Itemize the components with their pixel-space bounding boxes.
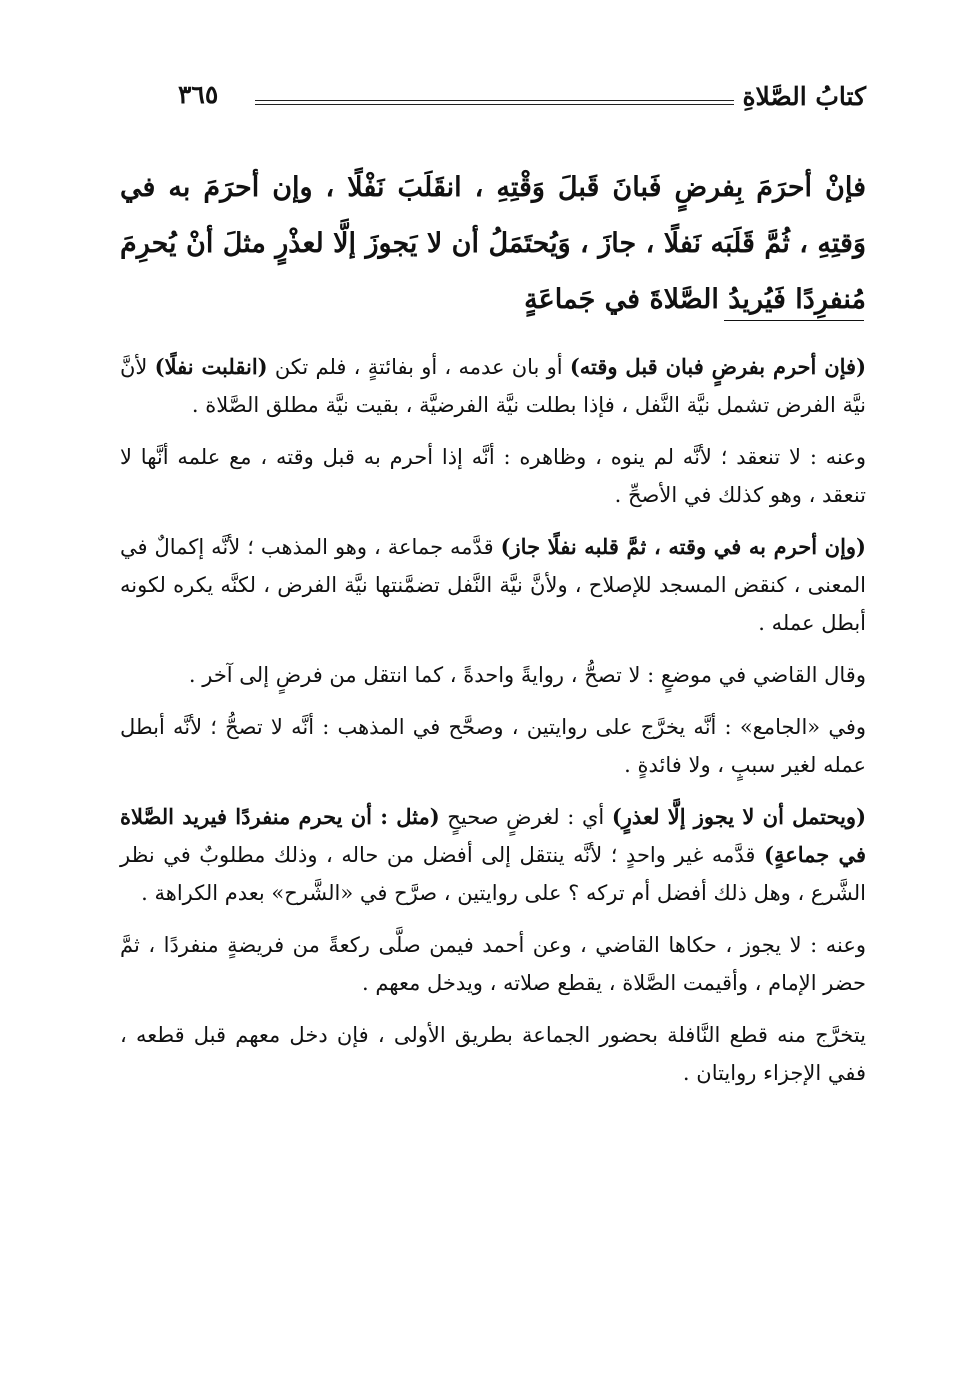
quoted-matn: (ويحتمل أن لا يجوز إلَّا لعذرٍ) [611, 804, 866, 829]
commentary-paragraph [120, 348, 866, 424]
commentary-paragraph [120, 708, 866, 784]
quoted-matn: (مثل : أن يحرم منفردًا فيريد الصَّلاة في جماعةٍ) [120, 804, 866, 867]
commentary-text: أو بان عدمه ، أو بفائتةٍ ، فلم تكن [267, 355, 570, 379]
commentary-paragraph [120, 1016, 866, 1092]
commentary-paragraph [120, 528, 866, 642]
commentary-paragraph [120, 438, 866, 514]
matn-divider-rule [724, 320, 864, 321]
commentary [120, 348, 866, 1106]
quoted-matn: (وإن أحرم به في وقته ، ثمَّ قلبه نفلًا جاز) [500, 534, 866, 559]
running-head: كتابُ الصَّلاةِ [742, 82, 866, 111]
quoted-matn: (انقلبت نفلًا) [154, 354, 268, 379]
commentary-text: لأنَّ نيَّة الفرض تشمل نيَّة النَّفل ، فإذا بطلت نيَّة الفرضيَّة ، بقيت نيَّة مطلق الصَّلاة . [120, 355, 866, 417]
commentary-text: أي : لغرضٍ صحيحٍ [439, 805, 612, 829]
commentary-text: وعنه : لا يجوز ، حكاها القاضي ، وعن أحمد فيمن صلَّى ركعةً من فريضةٍ منفردًا ، ثمَّ حضر الإمام ، وأقيمت الصَّلاة ، يقطع صلاته ، ويدخل معهم . [120, 933, 866, 995]
commentary-text: يتخرَّج منه قطع النَّافلة بحضور الجماعة بطريق الأولى ، فإن دخل معهم قبل قطعه ، ففي الإجزاء روايتان . [120, 1023, 866, 1085]
page-header [160, 80, 866, 120]
commentary-text: قدَّمه غير واحدٍ ؛ لأنَّه ينتقل إلى أفضل من حاله ، وذلك مطلوبٌ في نظر الشَّرع ، وهل ذلك أفضل أم تركه ؟ على روايتين ، صرَّح في «الشَّرح» بعدم الكراهة . [120, 843, 866, 905]
commentary-text: وفي «الجامع» : أنَّه يخرَّج على روايتين ، وصحَّح في المذهب : أنَّه لا تصحُّ ؛ لأنَّه أبطل عمله لغير سببٍ ، ولا فائدةٍ . [120, 715, 866, 777]
header-rule [255, 100, 734, 105]
matn-text: فإنْ أحرَمَ بِفرضٍ فَبانَ قَبلَ وَقْتِهِ ، انقَلَبَ نَفْلًا ، وإن أحرَمَ به في وَقتِهِ ، ثُمَّ قَلَبَه نَفلًا ، جازَ ، وَيُحتَمَلُ أن لا يَجوزَ إلَّا لعذْرٍ مثلَ أنْ يُحرِمَ مُنفرِدًا فَيُريدُ الصَّلاةَ في جَماعَةٍ [120, 172, 866, 315]
quoted-matn: (فإن أحرم بفرضٍ فبان قبل وقته) [569, 354, 867, 379]
page-number: ٣٦٥ [178, 80, 219, 109]
commentary-paragraph [120, 798, 866, 912]
commentary-paragraph [120, 656, 866, 694]
commentary-paragraph [120, 926, 866, 1002]
commentary-text: وعنه : لا تنعقد ؛ لأنَّه لم ينوه ، وظاهره : أنَّه إذا أحرم به قبل وقته ، مع علمه أنَّها لا تنعقد ، وهو كذلك في الأصحِّ . [120, 445, 866, 507]
commentary-text: وقال القاضي في موضعٍ : لا تصحُّ ، روايةً واحدةً ، كما انتقل من فرضٍ إلى آخر . [188, 663, 866, 687]
commentary-text: قدَّمه جماعة ، وهو المذهب ؛ لأنَّه إكمالٌ في المعنى ، كنقض المسجد للإصلاح ، ولأنَّ نيَّة النَّفل تضمَّنتها نيَّة الفرض ، لكنَّه يكره لكونه أبطل عمله . [120, 535, 866, 635]
